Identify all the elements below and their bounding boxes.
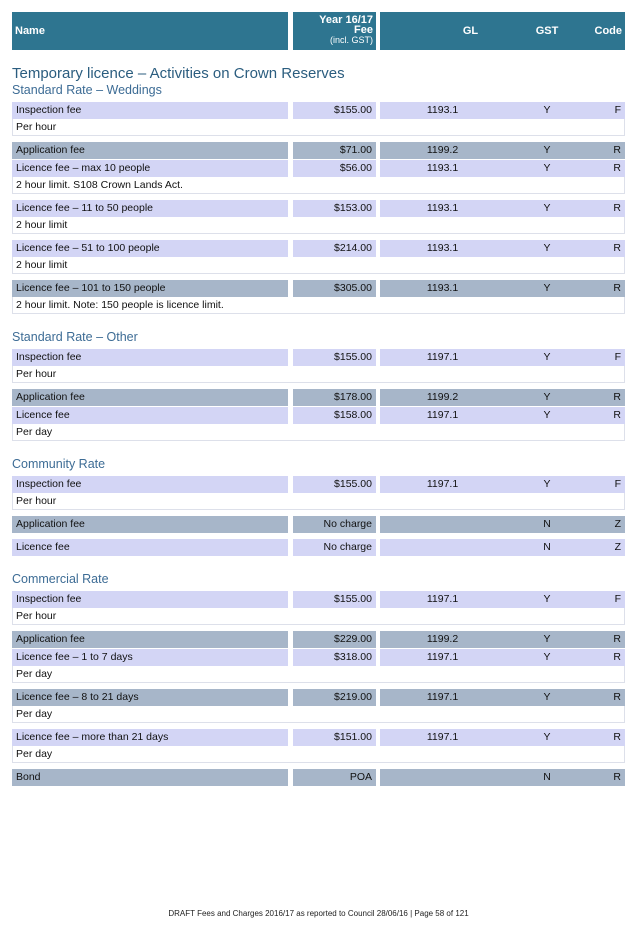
fee-code: R bbox=[613, 162, 621, 174]
fee-row bbox=[12, 649, 625, 666]
fee-row bbox=[12, 280, 625, 297]
fee-note: Per hour bbox=[12, 608, 625, 625]
fee-group bbox=[12, 539, 625, 556]
fee-row bbox=[12, 631, 625, 648]
fee-group bbox=[12, 240, 625, 274]
fee-meta bbox=[380, 389, 625, 406]
fee-code: R bbox=[613, 633, 621, 645]
fee-meta bbox=[380, 729, 625, 746]
fee-group bbox=[12, 476, 625, 510]
fee-gst: Y bbox=[543, 351, 551, 363]
fee-meta bbox=[380, 689, 625, 706]
fee-group bbox=[12, 200, 625, 234]
fee-gst: Y bbox=[543, 202, 551, 214]
sections-container bbox=[12, 83, 625, 786]
fee-group bbox=[12, 729, 625, 763]
fee-amount: POA bbox=[293, 769, 376, 786]
fee-code: R bbox=[613, 242, 621, 254]
fee-row bbox=[12, 240, 625, 257]
fee-group bbox=[12, 280, 625, 314]
page-title: Temporary licence – Activities on Crown Reserves bbox=[12, 65, 345, 82]
fee-gst: Y bbox=[543, 651, 551, 663]
fee-name: Application fee bbox=[12, 631, 288, 648]
fee-amount: No charge bbox=[293, 516, 376, 533]
header-fee-line2: Fee bbox=[354, 24, 373, 36]
fee-code: R bbox=[613, 691, 621, 703]
fee-code: R bbox=[613, 391, 621, 403]
header-fee-line1: Year 16/17 bbox=[319, 14, 373, 26]
fee-name: Licence fee – 51 to 100 people bbox=[12, 240, 288, 257]
fee-meta bbox=[380, 102, 625, 119]
fee-gl: 1193.1 bbox=[426, 202, 459, 214]
fee-code: R bbox=[613, 202, 621, 214]
fee-row bbox=[12, 200, 625, 217]
fee-gl: 1197.1 bbox=[426, 351, 459, 363]
fee-meta bbox=[380, 142, 625, 159]
header-name-label: Name bbox=[15, 25, 45, 37]
section-heading: Community Rate bbox=[12, 457, 106, 471]
fee-gst: Y bbox=[543, 633, 551, 645]
fee-gst: Y bbox=[543, 731, 551, 743]
fee-amount: $214.00 bbox=[293, 240, 376, 257]
fee-name: Application fee bbox=[12, 389, 288, 406]
section-heading: Commercial Rate bbox=[12, 572, 109, 586]
page-footer: DRAFT Fees and Charges 2016/17 as reported to Council 28/06/16 | Page 58 of 121 bbox=[168, 909, 469, 918]
fee-note: Per hour bbox=[12, 119, 625, 136]
fee-code: R bbox=[613, 731, 621, 743]
fee-row bbox=[12, 516, 625, 533]
table-header bbox=[12, 12, 625, 50]
fee-code: Z bbox=[614, 518, 621, 530]
fee-name: Bond bbox=[12, 769, 288, 786]
fee-code: R bbox=[613, 282, 621, 294]
fee-name: Licence fee bbox=[12, 539, 288, 556]
fee-meta bbox=[380, 240, 625, 257]
header-code: Code bbox=[594, 25, 622, 37]
fee-group bbox=[12, 142, 625, 194]
fee-meta bbox=[380, 407, 625, 424]
fee-code: R bbox=[613, 409, 621, 421]
header-gst: GST bbox=[535, 25, 559, 37]
fee-name: Licence fee – 1 to 7 days bbox=[12, 649, 288, 666]
fee-gst: N bbox=[543, 771, 551, 783]
fee-gl: 1199.2 bbox=[426, 391, 459, 403]
fee-note: Per day bbox=[12, 666, 625, 683]
fee-gst: N bbox=[543, 518, 551, 530]
fee-name: Inspection fee bbox=[12, 102, 288, 119]
fee-gst: Y bbox=[543, 104, 551, 116]
fee-gst: Y bbox=[543, 409, 551, 421]
fee-gst: Y bbox=[543, 478, 551, 490]
fee-code: F bbox=[614, 593, 621, 605]
fee-note: Per hour bbox=[12, 493, 625, 510]
fee-amount: $155.00 bbox=[293, 102, 376, 119]
fee-meta bbox=[380, 591, 625, 608]
fee-group bbox=[12, 516, 625, 533]
fee-amount: $178.00 bbox=[293, 389, 376, 406]
fee-row bbox=[12, 591, 625, 608]
fee-gst: Y bbox=[543, 282, 551, 294]
fee-gst: Y bbox=[543, 162, 551, 174]
fee-name: Inspection fee bbox=[12, 476, 288, 493]
fee-gl: 1199.2 bbox=[426, 144, 459, 156]
fee-code: Z bbox=[614, 541, 621, 553]
fee-meta bbox=[380, 200, 625, 217]
fee-name: Licence fee – more than 21 days bbox=[12, 729, 288, 746]
fee-row bbox=[12, 539, 625, 556]
fee-code: F bbox=[614, 351, 621, 363]
fee-gst: Y bbox=[543, 391, 551, 403]
fee-row bbox=[12, 769, 625, 786]
fee-note: 2 hour limit. S108 Crown Lands Act. bbox=[12, 177, 625, 194]
fee-group bbox=[12, 349, 625, 383]
fee-amount: $158.00 bbox=[293, 407, 376, 424]
fee-group bbox=[12, 631, 625, 683]
fee-amount: $155.00 bbox=[293, 476, 376, 493]
fee-gl: 1197.1 bbox=[426, 409, 459, 421]
fee-meta bbox=[380, 539, 625, 556]
fee-gl: 1197.1 bbox=[426, 731, 459, 743]
fee-amount: No charge bbox=[293, 539, 376, 556]
fee-code: R bbox=[613, 144, 621, 156]
fee-note: Per day bbox=[12, 706, 625, 723]
fee-gl: 1193.1 bbox=[426, 162, 459, 174]
fee-row bbox=[12, 349, 625, 366]
fee-note: Per day bbox=[12, 424, 625, 441]
fee-gst: Y bbox=[543, 691, 551, 703]
fee-note: Per day bbox=[12, 746, 625, 763]
fee-amount: $71.00 bbox=[293, 142, 376, 159]
fee-row bbox=[12, 102, 625, 119]
section-heading: Standard Rate – Weddings bbox=[12, 83, 162, 97]
fee-gst: N bbox=[543, 541, 551, 553]
fee-gl: 1193.1 bbox=[426, 104, 459, 116]
fee-gst: Y bbox=[543, 144, 551, 156]
fee-note: 2 hour limit. Note: 150 people is licence limit. bbox=[12, 297, 625, 314]
fee-code: F bbox=[614, 104, 621, 116]
fee-row bbox=[12, 160, 625, 177]
fee-group bbox=[12, 591, 625, 625]
fee-name: Licence fee – 11 to 50 people bbox=[12, 200, 288, 217]
fee-gl: 1197.1 bbox=[426, 691, 459, 703]
fee-meta bbox=[380, 476, 625, 493]
fee-gl: 1193.1 bbox=[426, 282, 459, 294]
header-meta bbox=[380, 12, 625, 50]
fee-note: 2 hour limit bbox=[12, 217, 625, 234]
fee-group bbox=[12, 102, 625, 136]
fee-code: R bbox=[613, 651, 621, 663]
fee-amount: $153.00 bbox=[293, 200, 376, 217]
fee-gl: 1197.1 bbox=[426, 593, 459, 605]
fees-page bbox=[12, 12, 625, 787]
fee-row bbox=[12, 476, 625, 493]
fee-name: Inspection fee bbox=[12, 349, 288, 366]
fee-name: Licence fee bbox=[12, 407, 288, 424]
header-fee bbox=[293, 12, 376, 50]
fee-row bbox=[12, 407, 625, 424]
section-heading: Standard Rate – Other bbox=[12, 330, 138, 344]
header-gl: GL bbox=[462, 25, 479, 37]
fee-name: Application fee bbox=[12, 142, 288, 159]
fee-gl: 1197.1 bbox=[426, 478, 459, 490]
fee-meta bbox=[380, 631, 625, 648]
fee-amount: $318.00 bbox=[293, 649, 376, 666]
fee-gl: 1197.1 bbox=[426, 651, 459, 663]
fee-amount: $229.00 bbox=[293, 631, 376, 648]
fee-name: Application fee bbox=[12, 516, 288, 533]
fee-name: Licence fee – 8 to 21 days bbox=[12, 689, 288, 706]
fee-group bbox=[12, 689, 625, 723]
fee-gl: 1193.1 bbox=[426, 242, 459, 254]
fee-amount: $155.00 bbox=[293, 591, 376, 608]
fee-meta bbox=[380, 280, 625, 297]
fee-row bbox=[12, 142, 625, 159]
fee-row bbox=[12, 689, 625, 706]
fee-meta bbox=[380, 516, 625, 533]
header-fee-line3: (incl. GST) bbox=[329, 35, 373, 45]
fee-amount: $151.00 bbox=[293, 729, 376, 746]
fee-code: R bbox=[613, 771, 621, 783]
fee-gst: Y bbox=[543, 242, 551, 254]
fee-group bbox=[12, 389, 625, 441]
fee-row bbox=[12, 389, 625, 406]
fee-name: Inspection fee bbox=[12, 591, 288, 608]
fee-code: F bbox=[614, 478, 621, 490]
fee-amount: $155.00 bbox=[293, 349, 376, 366]
fee-group bbox=[12, 769, 625, 786]
fee-note: Per hour bbox=[12, 366, 625, 383]
fee-meta bbox=[380, 160, 625, 177]
fee-gst: Y bbox=[543, 593, 551, 605]
fee-name: Licence fee – 101 to 150 people bbox=[12, 280, 288, 297]
fee-note: 2 hour limit bbox=[12, 257, 625, 274]
fee-amount: $219.00 bbox=[293, 689, 376, 706]
fee-meta bbox=[380, 769, 625, 786]
fee-meta bbox=[380, 649, 625, 666]
fee-name: Licence fee – max 10 people bbox=[12, 160, 288, 177]
fee-meta bbox=[380, 349, 625, 366]
fee-gl: 1199.2 bbox=[426, 633, 459, 645]
fee-amount: $305.00 bbox=[293, 280, 376, 297]
fee-amount: $56.00 bbox=[293, 160, 376, 177]
header-name bbox=[12, 12, 288, 50]
fee-row bbox=[12, 729, 625, 746]
